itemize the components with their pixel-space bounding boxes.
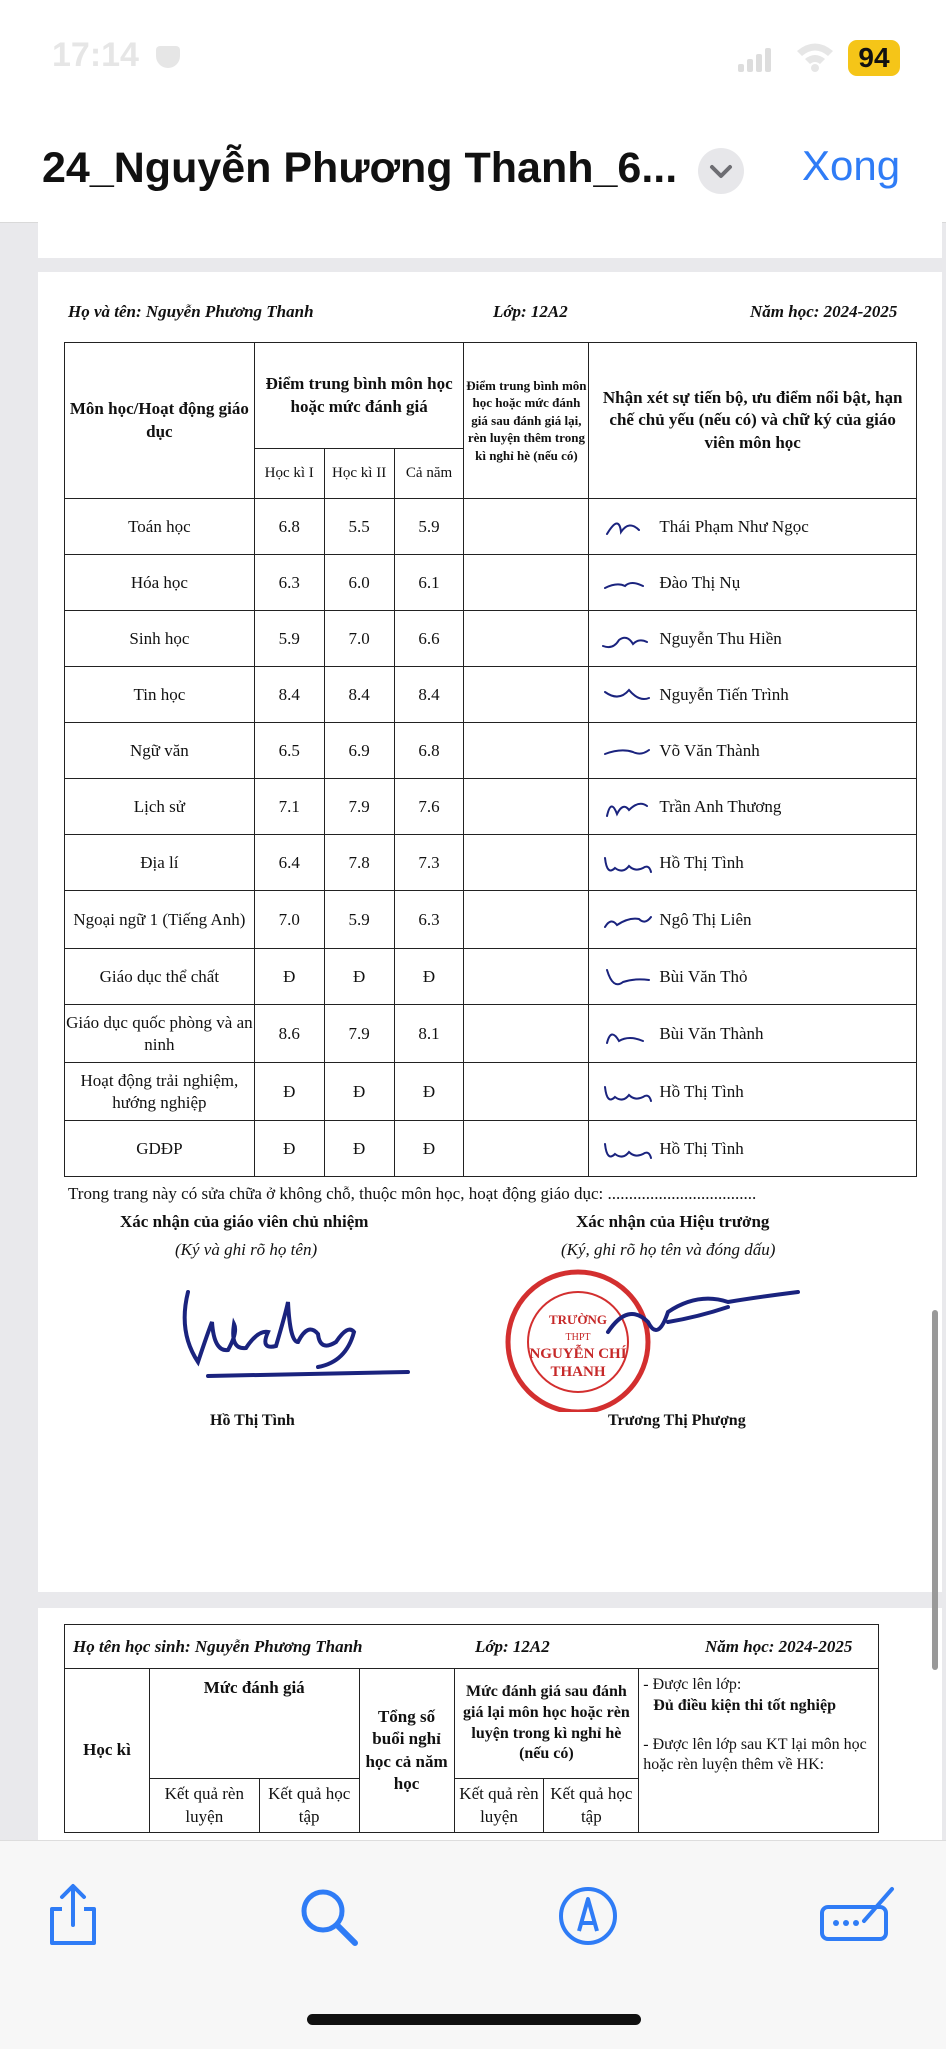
reassess-cell — [464, 611, 589, 667]
subject-cell: Tin học — [65, 667, 255, 723]
header-year: Cả năm — [394, 449, 464, 499]
principal-name: Trương Thị Phượng — [608, 1412, 746, 1429]
teacher-cell — [589, 835, 917, 891]
principal-confirm-hint: (Ký, ghi rõ họ tên và đóng dấu) — [561, 1240, 776, 1259]
hk2-score: Đ — [324, 1063, 394, 1121]
year-score: 8.4 — [394, 667, 464, 723]
reassess-cell — [464, 1005, 589, 1063]
header-result-study: Kết quả học tập — [259, 1779, 359, 1833]
header-absences: Tổng số buổi nghỉ học cả năm học — [359, 1669, 454, 1833]
teacher-signature — [599, 903, 657, 937]
teacher-signature — [599, 566, 657, 600]
table-row — [65, 835, 917, 891]
teacher-name: Hồ Thị Tình — [659, 1081, 744, 1101]
year-score: 7.6 — [394, 779, 464, 835]
header-semester: Học kì — [65, 1669, 150, 1833]
markup-icon[interactable] — [553, 1881, 623, 1951]
hk2-score: 7.9 — [324, 1005, 394, 1063]
year-score: 6.8 — [394, 723, 464, 779]
home-indicator — [307, 2014, 641, 2025]
teacher-signature — [599, 510, 657, 544]
header-hk1: Học kì I — [254, 449, 324, 499]
homeroom-teacher-name: Hồ Thị Tình — [210, 1412, 295, 1429]
teacher-name: Nguyễn Tiến Trình — [659, 684, 789, 704]
table-row — [65, 949, 917, 1005]
teacher-signature — [599, 960, 657, 994]
hk2-score: 5.9 — [324, 891, 394, 949]
student-name-label-2: Họ tên học sinh: Nguyễn Phương Thanh — [73, 1636, 363, 1656]
hk1-score: 7.0 — [254, 891, 324, 949]
correction-note: Trong trang này có sửa chữa ở không chỗ, thuộc môn học, hoạt động giáo dục: ................................... — [68, 1184, 757, 1203]
teacher-signature — [599, 790, 657, 824]
header-result-study-2: Kết quả học tập — [544, 1779, 639, 1833]
year-score: 7.3 — [394, 835, 464, 891]
reassess-cell — [464, 499, 589, 555]
teacher-cell — [589, 1063, 917, 1121]
subject-cell: Sinh học — [65, 611, 255, 667]
teacher-cell — [589, 1121, 917, 1177]
teacher-cell — [589, 891, 917, 949]
teacher-name: Đào Thị Nụ — [659, 572, 741, 592]
teacher-name: Ngô Thị Liên — [659, 909, 752, 929]
hk1-score: Đ — [254, 949, 324, 1005]
header-average: Điểm trung bình môn học hoặc mức đánh giá — [254, 343, 464, 449]
teacher-cell — [589, 1005, 917, 1063]
subject-cell: Hoạt động trải nghiệm, hướng nghiệp — [65, 1063, 255, 1121]
table-row — [65, 611, 917, 667]
teacher-name: Trần Anh Thương — [659, 796, 782, 816]
header-result-conduct: Kết quả rèn luyện — [149, 1779, 259, 1833]
hk1-score: 5.9 — [254, 611, 324, 667]
conduct-table — [64, 1624, 879, 1833]
hk2-score: 5.5 — [324, 499, 394, 555]
table-row — [65, 1063, 917, 1121]
subject-cell: Địa lí — [65, 835, 255, 891]
reassess-cell — [464, 835, 589, 891]
subject-cell: Giáo dục thể chất — [65, 949, 255, 1005]
hk1-score: 6.4 — [254, 835, 324, 891]
document-title: 24_Nguyễn Phương Thanh_6... — [42, 144, 678, 192]
header-hk2: Học kì II — [324, 449, 394, 499]
teacher-signature — [599, 846, 657, 880]
table-row — [65, 891, 917, 949]
promoted-label: - Được lên lớp: — [643, 1676, 742, 1693]
reassess-cell — [464, 891, 589, 949]
class-label: Lớp: 12A2 — [493, 302, 568, 321]
reassess-cell — [464, 1121, 589, 1177]
title-menu-button[interactable] — [698, 148, 744, 194]
battery-indicator: 94 — [848, 40, 900, 76]
header-reassess: Điểm trung bình môn học hoặc mức đánh giá sau đánh giá lại, rèn luyện thêm trong kì nghỉ hè (nếu có) — [464, 343, 589, 499]
table-row — [65, 555, 917, 611]
teacher-cell — [589, 667, 917, 723]
svg-text:THPT: THPT — [565, 1332, 591, 1343]
teacher-name: Thái Phạm Như Ngọc — [659, 516, 809, 536]
document-title-bar — [0, 118, 946, 223]
homeroom-confirm-hint: (Ký và ghi rõ họ tên) — [175, 1240, 318, 1259]
clock: 17:14 — [52, 36, 139, 74]
teacher-cell — [589, 499, 917, 555]
reassess-cell — [464, 667, 589, 723]
hk2-score: 7.9 — [324, 779, 394, 835]
teacher-signature — [599, 734, 657, 768]
status-bar — [0, 0, 946, 118]
subject-cell: Hóa học — [65, 555, 255, 611]
header-after-reassess: Mức đánh giá sau đánh giá lại môn học hoặc rèn luyện trong kì nghỉ hè (nếu có) — [454, 1669, 639, 1779]
teacher-cell — [589, 723, 917, 779]
teacher-signature — [599, 1017, 657, 1051]
teacher-signature — [599, 622, 657, 656]
teacher-name: Bùi Văn Thỏ — [659, 966, 748, 986]
teacher-signature — [599, 678, 657, 712]
hk1-score: 6.3 — [254, 555, 324, 611]
teacher-signature — [599, 1075, 657, 1109]
school-year-label-2: Năm học: 2024-2025 — [705, 1636, 853, 1656]
hk1-score: 6.8 — [254, 499, 324, 555]
year-score: Đ — [394, 1063, 464, 1121]
subject-cell: Toán học — [65, 499, 255, 555]
hk1-score: 6.5 — [254, 723, 324, 779]
homeroom-confirm-title: Xác nhận của giáo viên chủ nhiệm — [120, 1212, 369, 1231]
teacher-signature — [599, 1132, 657, 1166]
teacher-name: Nguyễn Thu Hiền — [659, 628, 782, 648]
table-row — [65, 499, 917, 555]
previous-page-fragment — [38, 222, 942, 258]
form-fill-icon[interactable] — [818, 1881, 898, 1951]
signal-icon — [738, 46, 772, 72]
teacher-cell — [589, 949, 917, 1005]
share-icon[interactable] — [38, 1881, 108, 1951]
hk2-score: 8.4 — [324, 667, 394, 723]
school-stamp — [498, 1262, 838, 1412]
hk1-score: Đ — [254, 1121, 324, 1177]
table-row — [65, 1005, 917, 1063]
subject-cell: GDĐP — [65, 1121, 255, 1177]
principal-confirm-title: Xác nhận của Hiệu trưởng — [576, 1212, 770, 1231]
reassess-cell — [464, 555, 589, 611]
svg-text:THANH: THANH — [550, 1364, 606, 1380]
done-button[interactable]: Xong — [802, 142, 901, 189]
teacher-name: Bùi Văn Thành — [659, 1023, 764, 1043]
reassess-cell — [464, 949, 589, 1005]
class-label-2: Lớp: 12A2 — [475, 1636, 550, 1656]
search-icon[interactable] — [293, 1881, 363, 1951]
scrollbar[interactable] — [932, 1310, 938, 1670]
hk2-score: 7.8 — [324, 835, 394, 891]
hk2-score: 6.9 — [324, 723, 394, 779]
eligible-label: Đủ điều kiện thi tốt nghiệp — [653, 1696, 836, 1714]
teacher-name: Hồ Thị Tình — [659, 852, 744, 872]
svg-text:NGUYỄN CHÍ: NGUYỄN CHÍ — [529, 1346, 627, 1362]
reassess-cell — [464, 779, 589, 835]
school-year-label: Năm học: 2024-2025 — [750, 302, 898, 321]
year-score: Đ — [394, 949, 464, 1005]
teacher-cell — [589, 555, 917, 611]
hk1-score: 7.1 — [254, 779, 324, 835]
reassess-cell — [464, 1063, 589, 1121]
subject-cell: Ngoại ngữ 1 (Tiếng Anh) — [65, 891, 255, 949]
hk1-score: 8.4 — [254, 667, 324, 723]
teacher-name: Hồ Thị Tình — [659, 1138, 744, 1158]
grades-page — [38, 272, 942, 1592]
shield-icon — [156, 46, 180, 68]
table-row — [65, 779, 917, 835]
header-rating: Mức đánh giá — [149, 1669, 359, 1779]
table-row — [65, 1121, 917, 1177]
subject-cell: Lịch sử — [65, 779, 255, 835]
teacher-cell — [589, 611, 917, 667]
reassess-cell — [464, 723, 589, 779]
subject-cell: Ngữ văn — [65, 723, 255, 779]
teacher-name: Võ Văn Thành — [659, 740, 760, 760]
table-row — [65, 723, 917, 779]
year-score: 6.3 — [394, 891, 464, 949]
year-score: 8.1 — [394, 1005, 464, 1063]
svg-text:TRƯỜNG: TRƯỜNG — [548, 1312, 608, 1327]
header-result-conduct-2: Kết quả rèn luyện — [454, 1779, 544, 1833]
year-score: Đ — [394, 1121, 464, 1177]
wifi-icon — [795, 40, 835, 72]
header-comment: Nhận xét sự tiến bộ, ưu điểm nổi bật, hạn chế chủ yếu (nếu có) và chữ ký của giáo viên môn học — [589, 343, 917, 499]
year-score: 6.1 — [394, 555, 464, 611]
hk1-score: 8.6 — [254, 1005, 324, 1063]
homeroom-signature — [168, 1272, 418, 1392]
student-name-label: Họ và tên: Nguyễn Phương Thanh — [68, 302, 314, 321]
hk2-score: Đ — [324, 949, 394, 1005]
hk2-score: Đ — [324, 1121, 394, 1177]
grades-table — [64, 342, 917, 1177]
year-score: 6.6 — [394, 611, 464, 667]
header-subject: Môn học/Hoạt động giáo dục — [65, 343, 255, 499]
conduct-page — [38, 1608, 942, 1848]
year-score: 5.9 — [394, 499, 464, 555]
hk2-score: 7.0 — [324, 611, 394, 667]
promoted-after-label: - Được lên lớp sau KT lại môn học hoặc rèn luyện thêm về HK: — [643, 1735, 867, 1774]
teacher-cell — [589, 779, 917, 835]
chevron-down-icon — [698, 148, 744, 194]
table-row — [65, 667, 917, 723]
hk1-score: Đ — [254, 1063, 324, 1121]
hk2-score: 6.0 — [324, 555, 394, 611]
subject-cell: Giáo dục quốc phòng và an ninh — [65, 1005, 255, 1063]
